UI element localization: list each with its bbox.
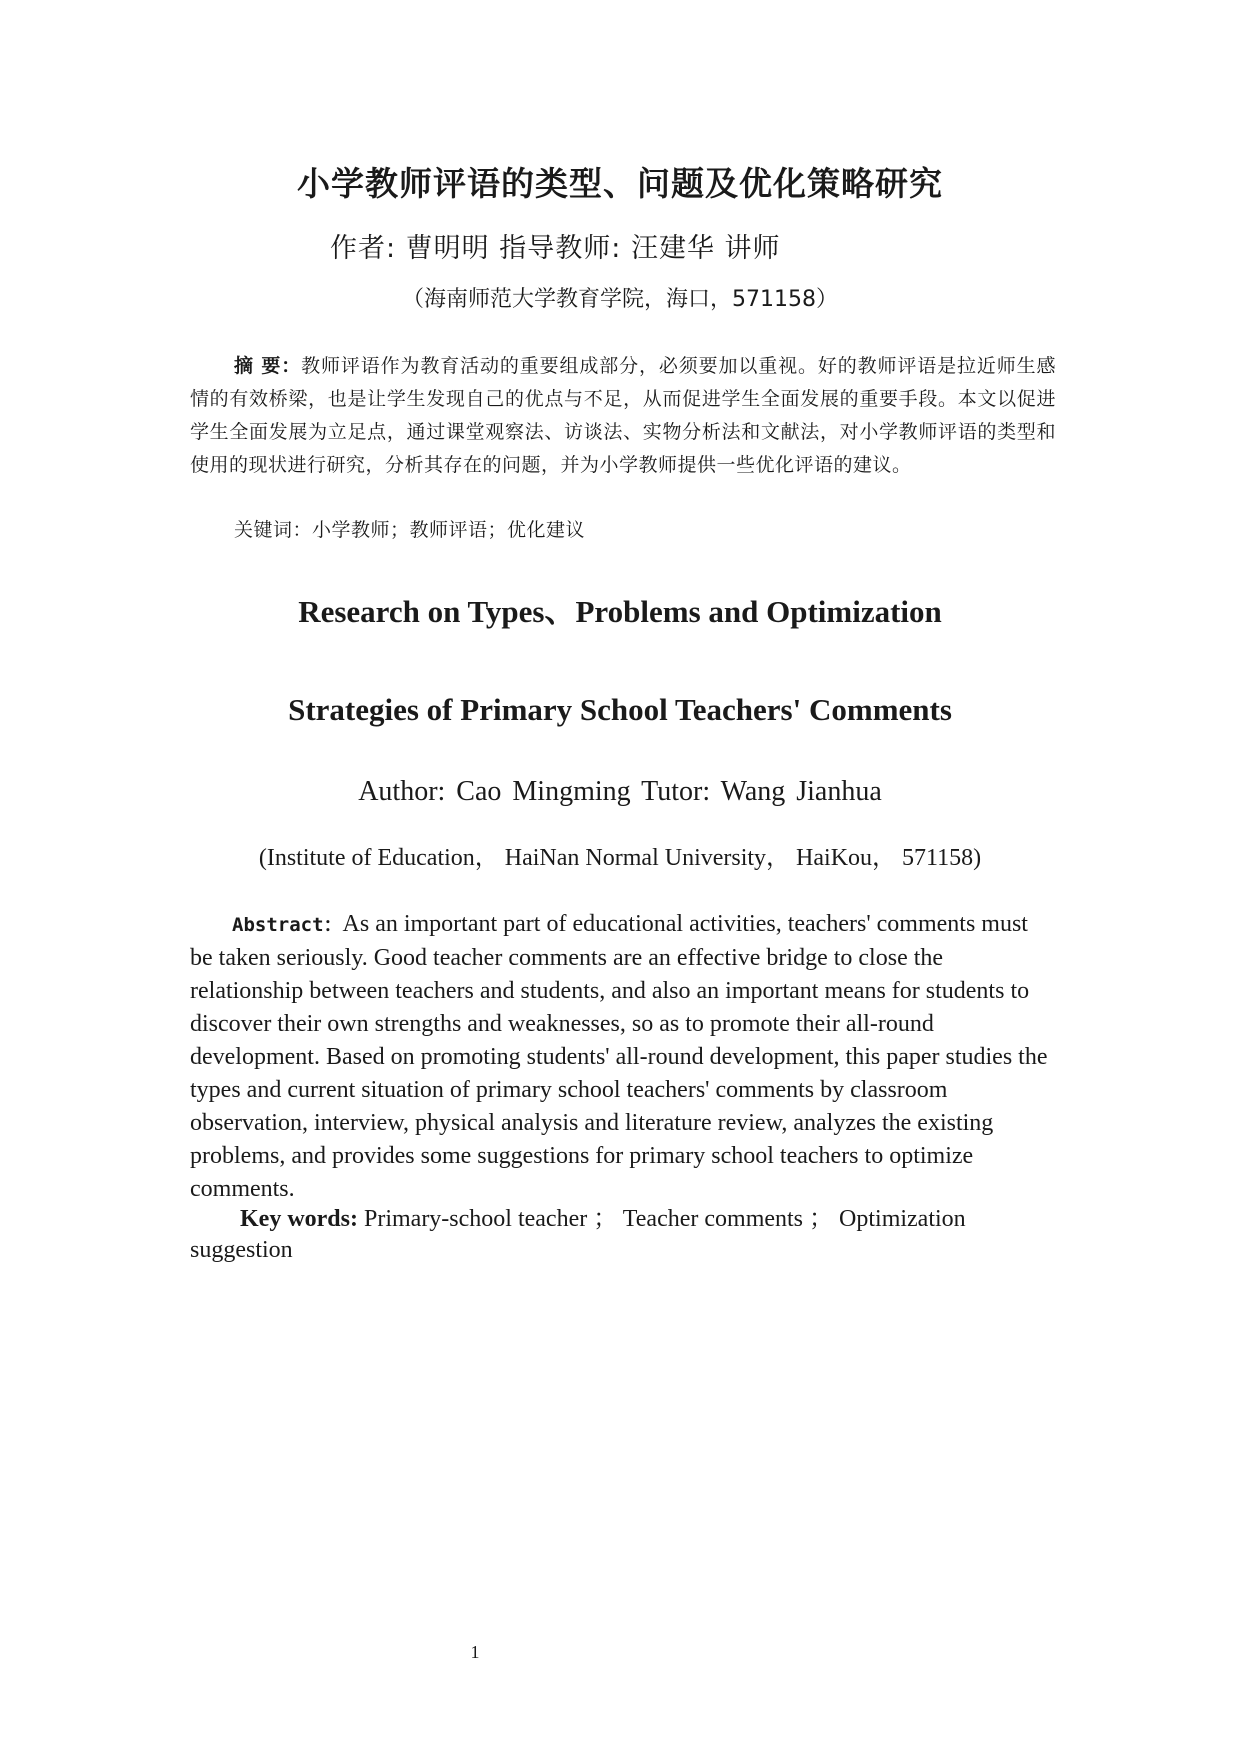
chinese-author-line: 作者: 曹明明 指导教师: 汪建华 讲师 bbox=[330, 233, 781, 264]
chinese-keywords: 关键词：小学教师；教师评语；优化建议 bbox=[234, 519, 586, 541]
english-keywords bbox=[190, 1204, 1056, 1266]
english-keywords-label: Key words: bbox=[240, 1206, 358, 1232]
english-abstract-text: As an important part of educational activities, teachers' comments must be taken seriously. Good teacher comments are an effective bridge to close the relationship between teachers and students, and also an important means for students to discover their own strengths and weaknesses, so as to promote their all-round development. Based on promoting students' all-round development, this paper studies the types and current situation of primary school teachers' comments by classroom observation, interview, physical analysis and literature review, analyzes the existing problems, and provides some suggestions for primary school teachers to optimize comments. bbox=[190, 911, 1048, 1202]
page-number: 1 bbox=[470, 1642, 480, 1662]
english-title-line-2: Strategies of Primary School Teachers' Comments bbox=[288, 692, 952, 727]
english-title-line-1: Research on Types、Problems and Optimization bbox=[298, 594, 942, 629]
english-abstract bbox=[190, 908, 1056, 1206]
english-keywords-text: Primary-school teacher ； Teacher comments ； Optimization suggestion bbox=[190, 1206, 966, 1263]
chinese-abstract-text: 教师评语作为教育活动的重要组成部分，必须要加以重视。好的教师评语是拉近师生感情的有效桥梁，也是让学生发现自己的优点与不足，从而促进学生全面发展的重要手段。本文以促进学生全面发展为立足点，通过课堂观察法、访谈法、实物分析法和文献法，对小学教师评语的类型和使用的现状进行研究，分析其存在的问题，并为小学教师提供一些优化评语的建议。 bbox=[190, 355, 1056, 476]
chinese-abstract bbox=[190, 350, 1056, 482]
chinese-abstract-label: 摘 要： bbox=[234, 355, 302, 377]
english-abstract-label: Abstract： bbox=[232, 914, 343, 936]
english-author-line: Author: Cao Mingming Tutor: Wang Jianhua bbox=[358, 776, 882, 807]
chinese-title: 小学教师评语的类型、问题及优化策略研究 bbox=[297, 164, 943, 203]
english-affiliation: (Institute of Education， HaiNan Normal University， HaiKou， 571158) bbox=[258, 845, 982, 871]
chinese-affiliation: （海南师范大学教育学院，海口，571158） bbox=[402, 287, 838, 312]
